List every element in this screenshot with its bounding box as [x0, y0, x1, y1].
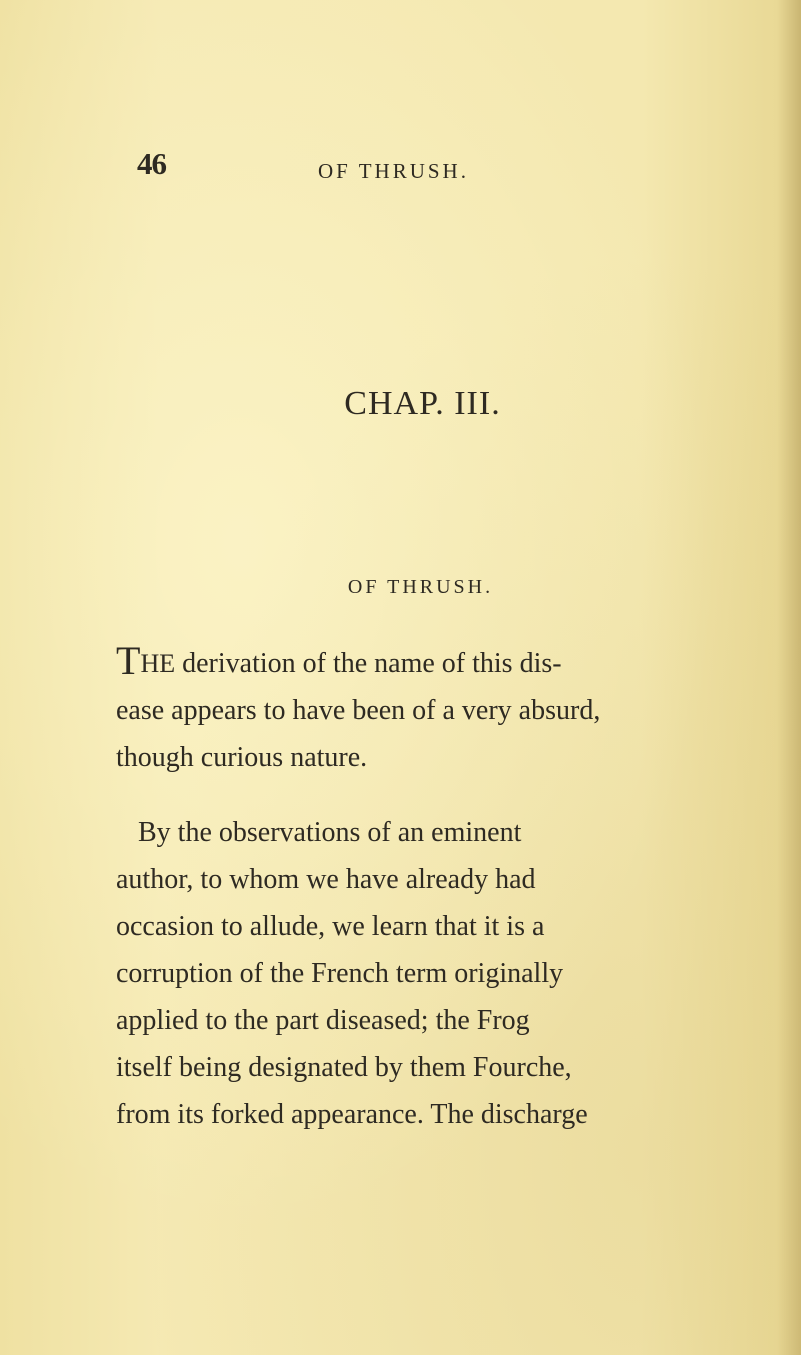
chapter-title: CHAP. III.	[344, 385, 501, 422]
paragraph-line: applied to the part diseased; the Frog	[116, 1005, 530, 1036]
paragraph-2	[116, 809, 710, 1138]
paragraph-line	[116, 640, 710, 687]
paragraph-line: author, to whom we have already had	[116, 864, 536, 895]
paragraph-line: itself being designated by them Fourche,	[116, 1052, 572, 1083]
section-title: OF THRUSH.	[347, 576, 494, 598]
first-word-rest: HE	[140, 649, 176, 678]
paragraph-line: corruption of the French term originally	[116, 958, 564, 989]
paragraph-line-text: derivation of the name of this dis-	[175, 648, 562, 679]
initial-letter: T	[116, 638, 141, 683]
page-number: 46	[137, 146, 166, 181]
paragraph-1	[116, 640, 710, 781]
paragraph-line: though curious nature.	[116, 742, 368, 773]
running-head: OF THRUSH.	[318, 159, 469, 183]
paragraph-line: ease appears to have been of a very absurd,	[116, 695, 601, 726]
paragraph-line: from its forked appearance. The discharge	[116, 1099, 588, 1130]
paragraph-line: By the observations of an eminent	[138, 817, 522, 848]
paragraph-line: occasion to allude, we learn that it is a	[116, 911, 545, 942]
